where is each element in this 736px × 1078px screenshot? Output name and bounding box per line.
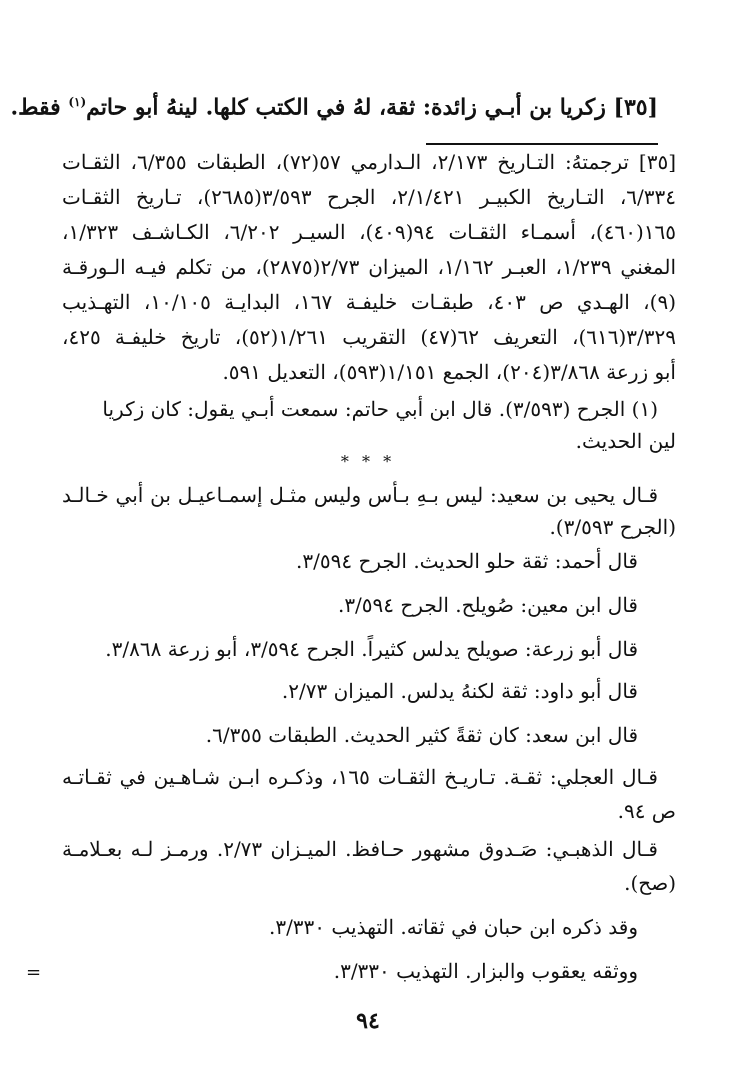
note-line: ٦/٣٣٤، التـاريخ الكبيـر ٢/١/٤٢١، الجرح ٣/٥٩٣(٢٦٨٥)، تـاريخ الثقـات [62, 185, 676, 209]
saying-ibn-hibban: وقد ذكره ابن حبان في ثقاته. التهذيب ٣/٣٣٠. [268, 915, 638, 939]
saying-ijli: قـال العجلي: ثقـة. تـاريـخ الثقـات ١٦٥، وذكـره ابـن شـاهـين في ثقـاتـه [62, 765, 658, 789]
footnote-separator-rule [426, 143, 658, 145]
saying-dhahabi-cont: (صح). [624, 871, 676, 895]
entry-heading-end: فقط. [10, 94, 69, 121]
page-number: ٩٤ [356, 1008, 380, 1034]
saying-ibn-maeen: قال ابن معين: صُويلح. الجرح ٣/٥٩٤. [337, 593, 638, 617]
saying-ibn-saad: قال ابن سعد: كان ثقةً كثير الحديث. الطبقات ٦/٣٥٥. [205, 723, 638, 747]
note-line: ٣/٣٢٩(٦١٦)، التعريف ٦٢(٤٧) التقريب ١/٢٦١(٥٢)، تاريخ خليفـة ٤٢٥، [62, 325, 677, 349]
entry-heading-text: زكريا بن أبـي زائدة: ثقة، لهُ في الكتب كلها. لينهُ أبو حاتم [86, 94, 606, 121]
note-line: المغني ١/٢٣٩، العبـر ١/١٦٢، الميزان ٢/٧٣(٢٨٧٥)، من تكلم فيـه الـورقـة [62, 255, 676, 279]
saying-abu-dawud: قال أبو داود: ثقة لكنهُ يدلس. الميزان ٢/٧٣. [281, 679, 638, 703]
footnote-ref: (١) [68, 95, 87, 109]
note-line: ١٦٥(٤٦٠)، أسمـاء الثقـات ٩٤(٤٠٩)، السيـر ٦/٢٠٢، الكـاشـف ١/٣٢٣، [62, 220, 676, 244]
note-line: أبو زرعة ٣/٨٦٨(٢٠٤)، الجمع ١/١٥١(٥٩٣)، التعديل ٥٩١. [222, 360, 676, 384]
note-line: (٩)، الهـدي ص ٤٠٣، طبقـات خليفـة ١٦٧، البدايـة ١٠/١٠٥، التهـذيب [62, 290, 677, 314]
saying-abu-zura: قال أبو زرعة: صويلح يدلس كثيراً. الجرح ٣/٥٩٤، أبو زرعة ٣/٨٦٨. [105, 637, 638, 661]
entry-number: [٣٥] [613, 94, 658, 121]
saying-ijli-cont: ص ٩٤. [617, 799, 676, 823]
saying-yaqub: ووثقه يعقوب والبزار. التهذيب ٣/٣٣٠. [333, 959, 638, 983]
section-separator: * * * [340, 452, 396, 471]
saying-dhahabi: قـال الذهبـي: صَـدوق مشهور حـافظ. الميـزان ٢/٧٣. ورمـز لـه بعـلامـة [62, 837, 658, 861]
saying-yahya-cont: (الجرح ٣/٥٩٣). [549, 515, 676, 539]
saying-yahya: قـال يحيى بن سعيد: ليس بـهِ بـأس وليس مثـل إسمـاعيـل بن أبي خـالـد [62, 483, 658, 507]
note-line: [٣٥] ترجمتهُ: التـاريخ ٢/١٧٣، الـدارمي ٥٧(٧٢)، الطبقات ٦/٣٥٥، الثقـات [62, 150, 676, 174]
entry-heading [10, 87, 658, 122]
footnote-text: (١) الجرح (٣/٥٩٣). قال ابن أبي حاتم: سمعت أبـي يقول: كان زكريا [102, 397, 658, 421]
saying-ahmad: قال أحمد: ثقة حلو الحديث. الجرح ٣/٥٩٤. [296, 549, 638, 573]
margin-mark: = [26, 962, 42, 983]
footnote-text-cont: لين الحديث. [575, 429, 676, 453]
